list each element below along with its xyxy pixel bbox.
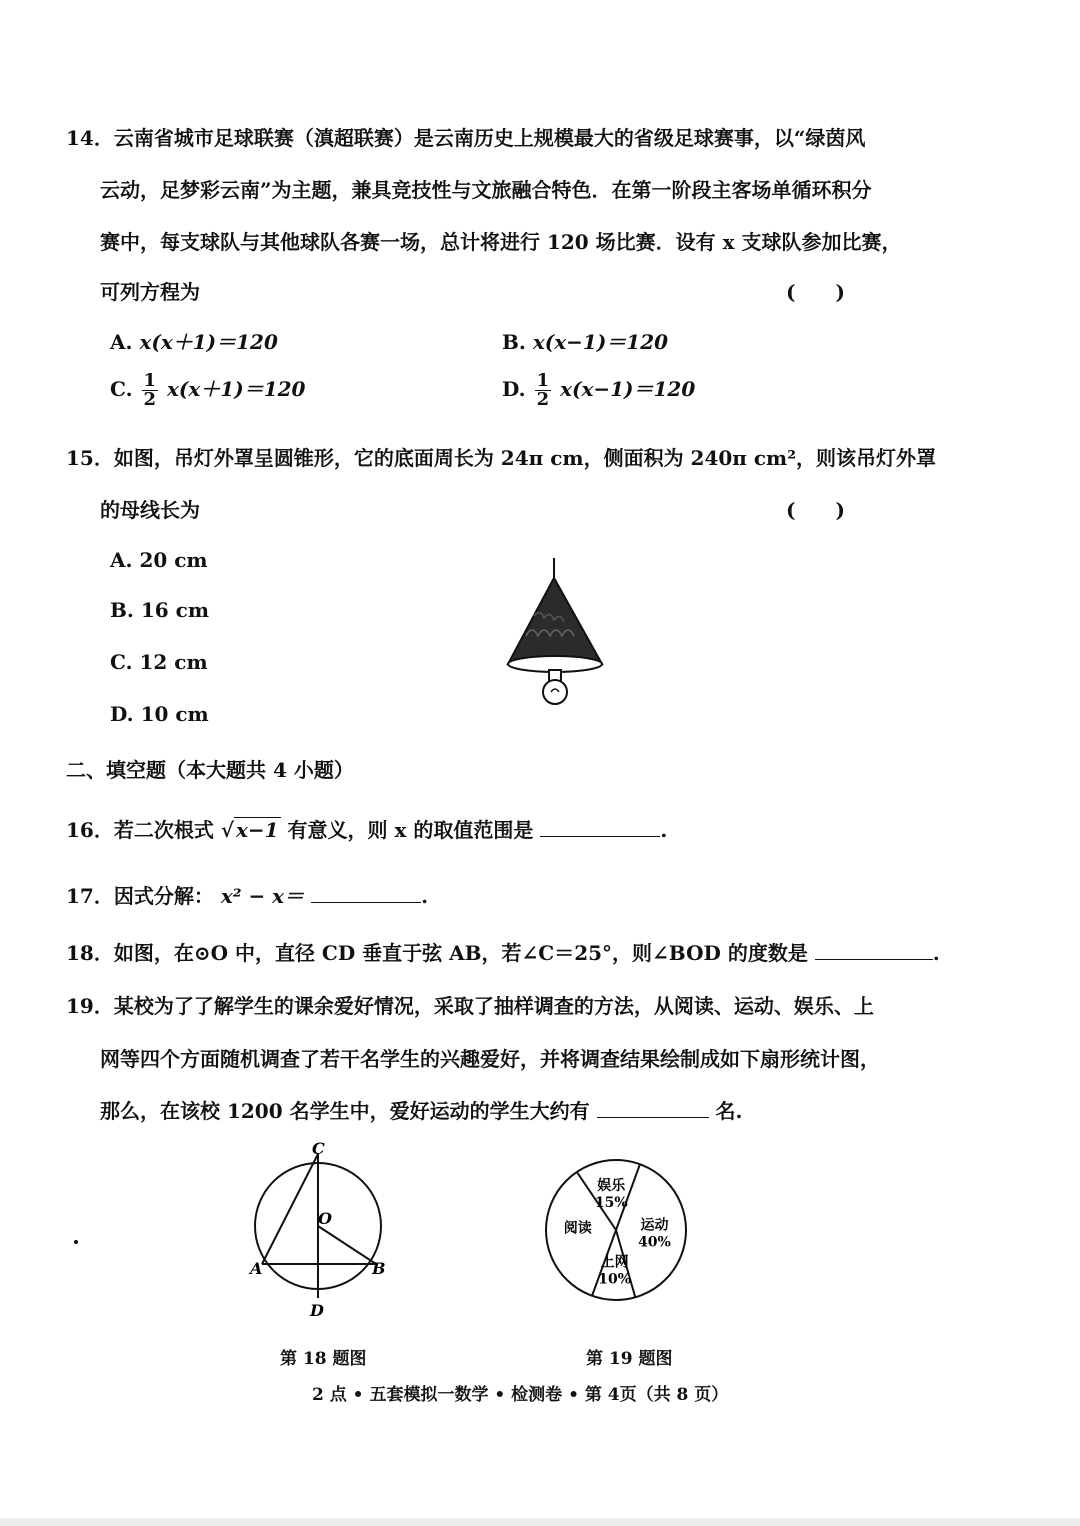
option-text: 16 cm	[140, 598, 209, 622]
sqrt-expression: √ x−1	[220, 818, 279, 842]
label-o: O	[318, 1209, 332, 1228]
q15-answer-paren: ( )	[786, 498, 845, 522]
q17-answer-blank[interactable]	[311, 886, 421, 903]
label-c: C	[312, 1140, 325, 1158]
q15-option-c	[110, 650, 208, 674]
option-letter: A.	[110, 548, 133, 572]
fig19-pie-chart	[536, 1140, 696, 1320]
q14-option-b	[502, 326, 668, 355]
q18-answer-blank[interactable]	[815, 943, 933, 960]
fraction-numerator: 1	[536, 370, 550, 391]
q14-line-4: 可列方程为	[100, 280, 200, 304]
q17-end: .	[421, 884, 429, 908]
option-letter: B.	[502, 330, 526, 354]
q16-end: .	[660, 818, 668, 842]
option-letter: C.	[110, 650, 133, 674]
fraction	[142, 372, 159, 409]
q15-option-b	[110, 598, 209, 622]
q17	[66, 880, 428, 909]
segment-ob	[318, 1226, 376, 1264]
fig19-caption: 第 19 题图	[586, 1349, 673, 1369]
q14-line-1: 14．云南省城市足球联赛（滇超联赛）是云南历史上规模最大的省级足球赛事，以“绿茵风	[66, 126, 866, 150]
option-letter: A.	[110, 330, 133, 354]
label-b: B	[372, 1259, 386, 1278]
stray-dot	[74, 1240, 78, 1244]
option-expr: x(x＋1)＝120	[139, 330, 278, 354]
q19-line-3-pre: 那么，在该校 1200 名学生中，爱好运动的学生大约有	[100, 1099, 590, 1123]
q19-answer-blank[interactable]	[597, 1101, 709, 1118]
q17-expr: x² − x＝	[220, 884, 305, 908]
option-text: 10 cm	[140, 702, 209, 726]
q15-line-2: 的母线长为	[100, 498, 200, 522]
q16-answer-blank[interactable]	[540, 820, 660, 837]
option-letter: C.	[110, 377, 133, 401]
option-letter: D.	[502, 377, 526, 401]
q14-answer-paren: ( )	[786, 280, 845, 304]
q14-option-c	[110, 372, 305, 409]
q15-option-d	[110, 702, 209, 726]
q16	[66, 814, 667, 843]
q15-option-a	[110, 548, 208, 572]
pie-slice-percent: 15%	[594, 1194, 628, 1211]
option-expr: x(x−1)＝120	[532, 330, 669, 354]
option-expr: x(x＋1)＝120	[167, 377, 306, 401]
q18-end: .	[932, 941, 940, 965]
q14-option-d	[502, 372, 695, 409]
pie-slice-name: 运动	[640, 1217, 669, 1234]
pie-slice-name: 上网	[600, 1254, 629, 1271]
label-a: A	[250, 1259, 263, 1278]
q19-line-2: 网等四个方面随机调查了若干名学生的兴趣爱好，并将调查结果绘制成如下扇形统计图，	[100, 1047, 880, 1071]
option-letter: D.	[110, 702, 134, 726]
option-expr: x(x−1)＝120	[560, 377, 696, 401]
option-text: 12 cm	[139, 650, 208, 674]
q16-post: 有意义，则 x 的取值范围是	[287, 818, 534, 842]
q19-line-3-post: 名.	[715, 1099, 743, 1123]
q17-pre: 17．因式分解：	[66, 884, 214, 908]
pie-slice-name: 娱乐	[597, 1177, 626, 1194]
q16-pre: 16．若二次根式	[66, 818, 214, 842]
fraction-denominator: 2	[536, 389, 550, 410]
cone-lamp-figure	[496, 556, 616, 712]
q19-line-3	[100, 1095, 743, 1124]
q15-line-1: 15．如图，吊灯外罩呈圆锥形，它的底面周长为 24π cm，侧面积为 240π cm²，则该吊灯外罩	[66, 446, 936, 470]
bulb	[543, 680, 567, 704]
pie-slice-name: 阅读	[563, 1220, 592, 1237]
page-footer: 2 点 • 五套模拟一数学 • 检测卷 • 第 4页（共 8 页）	[312, 1385, 729, 1405]
fig18-circle-diagram	[244, 1140, 394, 1320]
fig18-caption: 第 18 题图	[280, 1349, 367, 1369]
q14-option-a	[110, 326, 278, 355]
option-letter: B.	[110, 598, 134, 622]
option-text: 20 cm	[139, 548, 208, 572]
q18	[66, 937, 940, 966]
bottom-edge	[0, 1518, 1080, 1526]
fraction-denominator: 2	[143, 389, 157, 410]
radicand: x−1	[235, 818, 279, 842]
label-d: D	[310, 1301, 324, 1320]
fraction	[535, 372, 552, 409]
fraction-numerator: 1	[143, 370, 157, 391]
q14-line-3: 赛中，每支球队与其他球队各赛一场，总计将进行 120 场比赛．设有 x 支球队参加比赛，	[100, 230, 902, 254]
pie-slice-percent: 40%	[638, 1234, 671, 1251]
section-2-title: 二、填空题（本大题共 4 小题）	[66, 758, 354, 782]
q18-text: 18．如图，在⊙O 中，直径 CD 垂直于弦 AB，若∠C＝25°，则∠BOD 的度数是	[66, 941, 808, 965]
lamp-shade	[508, 578, 602, 664]
pie-slice-percent: 10%	[598, 1271, 632, 1288]
q14-line-2: 云动，足梦彩云南”为主题，兼具竞技性与文旅融合特色．在第一阶段主客场单循环积分	[100, 178, 872, 202]
q19-line-1: 19．某校为了了解学生的课余爱好情况，采取了抽样调查的方法，从阅读、运动、娱乐、上	[66, 994, 874, 1018]
